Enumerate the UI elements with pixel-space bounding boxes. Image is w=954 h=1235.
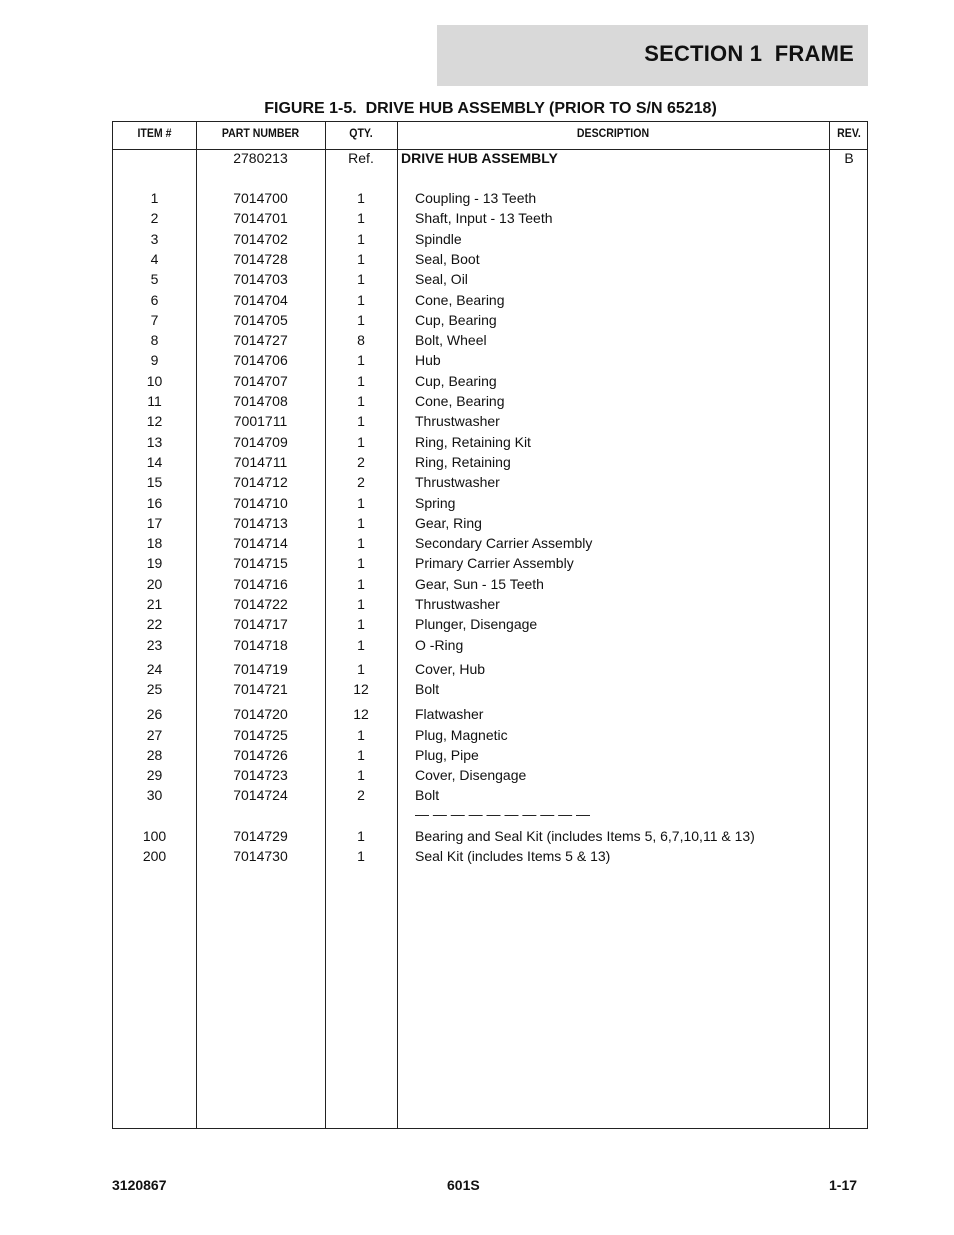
row-item-number: 15 xyxy=(146,474,163,491)
row-item-number: 1 xyxy=(150,190,159,206)
row-description: Spring xyxy=(415,494,456,511)
row-part-number: 7014704 xyxy=(233,291,288,308)
row-part-number: 7014727 xyxy=(233,332,288,349)
row-part-number: 7014730 xyxy=(233,848,288,864)
row-item-number: 9 xyxy=(150,352,159,369)
row-quantity: 1 xyxy=(357,433,365,450)
row-description: Plug, Pipe xyxy=(415,747,479,763)
row-part-number: 7014721 xyxy=(233,681,288,697)
row-description: Cup, Bearing xyxy=(415,372,497,389)
column-divider xyxy=(397,122,398,1128)
row-item-number: 17 xyxy=(146,514,163,531)
row-part-number: 7014720 xyxy=(233,706,288,722)
row-part-number: 7014722 xyxy=(233,596,288,612)
row-quantity: 1 xyxy=(357,727,365,743)
footer-model: 601S xyxy=(447,1177,480,1193)
row-description: Secondary Carrier Assembly xyxy=(415,535,593,552)
row-quantity: 2 xyxy=(357,453,365,470)
row-description: Seal Kit (includes Items 5 & 13) xyxy=(415,848,611,864)
row-part-number: 7014709 xyxy=(233,433,288,450)
row-item-number: 5 xyxy=(150,271,159,288)
row-description: Seal, Boot xyxy=(415,250,480,267)
row-quantity: 1 xyxy=(357,250,365,267)
row-part-number: 7014716 xyxy=(233,575,288,592)
row-part-number: 7014700 xyxy=(233,190,288,206)
row-part-number: 7014710 xyxy=(233,494,288,511)
row-item-number: 16 xyxy=(146,494,163,511)
column-header-part-number: PART NUMBER xyxy=(221,126,300,140)
row-part-number: 7014719 xyxy=(233,661,288,677)
row-quantity: 1 xyxy=(357,575,365,592)
row-quantity: 1 xyxy=(357,494,365,511)
row-item-number: 13 xyxy=(146,433,163,450)
row-item-number: 100 xyxy=(142,828,167,844)
row-item-number: 22 xyxy=(146,616,163,633)
row-description: Primary Carrier Assembly xyxy=(415,555,574,572)
assembly-description: DRIVE HUB ASSEMBLY xyxy=(401,150,558,166)
column-divider xyxy=(829,122,830,1128)
row-quantity: 1 xyxy=(357,210,365,227)
row-quantity: 1 xyxy=(357,291,365,308)
column-header-description: DESCRIPTION xyxy=(576,126,650,140)
row-item-number: 20 xyxy=(146,575,163,592)
row-quantity: 1 xyxy=(357,616,365,633)
row-quantity: 1 xyxy=(357,747,365,763)
row-description: Cup, Bearing xyxy=(415,311,497,328)
row-part-number: 7014707 xyxy=(233,372,288,389)
row-part-number: 7014726 xyxy=(233,747,288,763)
row-part-number: 7014706 xyxy=(233,352,288,369)
row-item-number: 18 xyxy=(146,535,163,552)
row-part-number: 7001711 xyxy=(233,413,288,430)
column-header-rev: REV. xyxy=(837,126,861,140)
row-part-number: 7014725 xyxy=(233,727,288,743)
row-item-number: 19 xyxy=(146,555,163,572)
row-quantity: 1 xyxy=(357,393,365,409)
row-part-number: 7014729 xyxy=(233,828,288,844)
row-quantity: 1 xyxy=(357,848,365,864)
row-description: Cover, Hub xyxy=(415,661,486,677)
row-description: Bolt, Wheel xyxy=(415,332,487,349)
column-header-qty: QTY. xyxy=(349,126,373,140)
row-quantity: 12 xyxy=(353,681,369,697)
row-quantity: 1 xyxy=(357,636,365,653)
row-quantity: 1 xyxy=(357,271,365,288)
row-quantity: 2 xyxy=(357,474,365,491)
row-description: Bearing and Seal Kit (includes Items 5, 6,7,10,11 & 13) xyxy=(415,828,755,844)
row-part-number: 7014711 xyxy=(233,453,288,470)
row-description: Cone, Bearing xyxy=(415,393,505,409)
row-quantity: 1 xyxy=(357,413,365,430)
row-part-number: 7014702 xyxy=(233,230,288,247)
row-item-number: 2 xyxy=(150,210,159,227)
row-description: Thrustwasher xyxy=(415,596,500,612)
parts-table xyxy=(112,121,868,1129)
assembly-rev: B xyxy=(844,150,854,166)
row-item-number: 25 xyxy=(146,681,163,697)
row-item-number: 30 xyxy=(146,787,163,803)
row-item-number: 7 xyxy=(150,311,159,328)
row-quantity: 1 xyxy=(357,767,365,783)
row-item-number: 11 xyxy=(147,393,162,409)
row-description: Plug, Magnetic xyxy=(415,727,508,743)
row-quantity: 1 xyxy=(357,311,365,328)
row-part-number: 7014728 xyxy=(233,250,288,267)
assembly-qty: Ref. xyxy=(348,150,374,166)
section-banner xyxy=(437,25,868,86)
row-item-number: 29 xyxy=(146,767,163,783)
row-quantity: 1 xyxy=(357,555,365,572)
row-part-number: 7014717 xyxy=(233,616,288,633)
row-quantity: 8 xyxy=(357,332,365,349)
row-quantity: 1 xyxy=(357,372,365,389)
row-quantity: 1 xyxy=(357,535,365,552)
row-quantity: 1 xyxy=(357,514,365,531)
row-quantity: 1 xyxy=(357,596,365,612)
row-item-number: 6 xyxy=(150,291,159,308)
row-description: Bolt xyxy=(415,787,440,803)
row-description: Shaft, Input - 13 Teeth xyxy=(415,210,553,227)
footer-doc-number: 3120867 xyxy=(112,1177,167,1193)
row-item-number: 27 xyxy=(146,727,163,743)
row-part-number: 7014703 xyxy=(233,271,288,288)
row-description: Hub xyxy=(415,352,441,369)
row-part-number: 7014712 xyxy=(233,474,288,491)
row-part-number: 7014723 xyxy=(233,767,288,783)
row-description: Gear, Ring xyxy=(415,514,482,531)
row-item-number: 21 xyxy=(146,596,163,612)
row-part-number: 7014713 xyxy=(233,514,288,531)
row-description: Cover, Disengage xyxy=(415,767,527,783)
row-part-number: 7014715 xyxy=(233,555,288,572)
row-description: Cone, Bearing xyxy=(415,291,505,308)
row-description: Ring, Retaining xyxy=(415,453,511,470)
row-quantity: 1 xyxy=(357,828,365,844)
row-description: Thrustwasher xyxy=(415,474,500,491)
row-description: Spindle xyxy=(415,230,462,247)
row-quantity: 1 xyxy=(357,661,365,677)
row-description: Bolt xyxy=(415,681,440,697)
row-item-number: 24 xyxy=(146,661,163,677)
row-description: Coupling - 13 Teeth xyxy=(415,190,537,206)
row-description: O -Ring xyxy=(415,636,464,653)
row-item-number: 4 xyxy=(150,250,159,267)
row-part-number: 7014714 xyxy=(233,535,288,552)
row-quantity: 12 xyxy=(353,706,369,722)
row-description: Gear, Sun - 15 Teeth xyxy=(415,575,544,592)
column-header-item: ITEM # xyxy=(137,126,172,140)
row-item-number: 200 xyxy=(142,848,167,864)
row-part-number: 7014708 xyxy=(233,393,288,409)
row-part-number: 7014701 xyxy=(233,210,288,227)
figure-title: FIGURE 1-5. DRIVE HUB ASSEMBLY (PRIOR TO S/N 65218) xyxy=(264,100,717,117)
row-part-number: 7014718 xyxy=(233,636,288,653)
row-item-number: 14 xyxy=(146,453,163,470)
row-item-number: 28 xyxy=(146,747,163,763)
row-description: Flatwasher xyxy=(415,706,484,722)
row-item-number: 10 xyxy=(146,372,163,389)
row-quantity: 1 xyxy=(357,190,365,206)
row-description: Plunger, Disengage xyxy=(415,616,538,633)
row-description: — — — — — — — — — — xyxy=(415,806,591,822)
row-part-number: 7014705 xyxy=(233,311,288,328)
row-item-number: 12 xyxy=(146,413,163,430)
row-item-number: 3 xyxy=(150,230,159,247)
row-item-number: 8 xyxy=(150,332,159,349)
row-description: Thrustwasher xyxy=(415,413,500,430)
row-description: Seal, Oil xyxy=(415,271,468,288)
row-quantity: 1 xyxy=(357,230,365,247)
row-quantity: 2 xyxy=(357,787,365,803)
section-title: SECTION 1 FRAME xyxy=(644,41,854,66)
row-quantity: 1 xyxy=(357,352,365,369)
footer-page-number: 1-17 xyxy=(829,1177,858,1193)
row-item-number: 23 xyxy=(146,636,163,653)
row-part-number: 7014724 xyxy=(233,787,288,803)
row-item-number: 26 xyxy=(146,706,163,722)
row-description: Ring, Retaining Kit xyxy=(415,433,531,450)
assembly-part-number: 2780213 xyxy=(233,150,288,166)
